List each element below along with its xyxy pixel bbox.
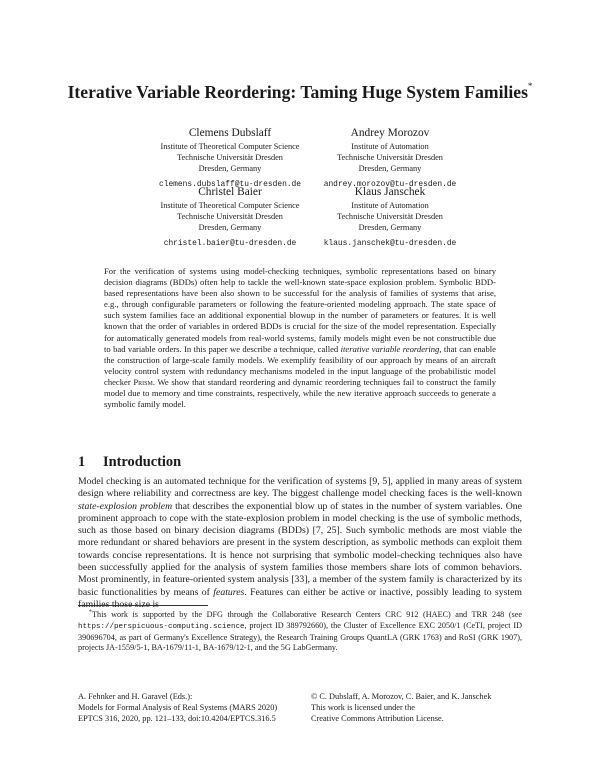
affiliation-line: Institute of Theoretical Computer Science [160,201,300,210]
affiliation-line: Institute of Theoretical Computer Science [160,142,300,151]
copyright-info [311,692,491,725]
intro-emphasis: state-explosion problem [78,500,173,512]
title-text: Iterative Variable Reordering: Taming Huge System Families [67,82,528,102]
abstract-text: . We show that standard reordering and dynamic reordering techniques fail to construct the family model due to memory and time constraints, respectively, while the new iterative approach succeeds to generate a symbolic family model. [104,376,496,410]
footnote [78,610,522,654]
section-heading [78,454,181,471]
footnote-text: , project ID 389792660), the Cluster of Excellence EXC 2050/1 (CeTI, project ID 390696704, as part of Germany's Excellence Strategy), the Research Training Groups QuantLA (GRK 1763) and RoSI (GRK 1907), projects JA-1559/5-1, BA-1679/11-1, BA-1679/12-1, and the 5G LabGermany. [78,620,522,653]
abstract-text: For the verification of systems using model-checking techniques, symbolic representations based on binary decision diagrams (BDDs) often help to tackle the well-known state-space explosion problem. Symbolic BDD-based representations have been also shown to be successful for the analysis of families of systems that arise, e.g., through configurable parameters or following the feature-oriented modeling approach. The state space of such system families face an additional exponential blowup in the number of parameters or features. It is well known that the order of variables in ordered BDDs is crucial for the size of the model representation. Especially for automatically generated models from real-world systems, family models might even be not constructible due to bad variable orders. In this paper we describe a technique, called [104,266,496,354]
affiliation-line: Technische Universität Dresden [337,211,443,221]
affiliation-line: Institute of Automation [351,142,429,151]
footnote-rule [78,605,208,606]
author-name: Andrey Morozov [350,127,430,139]
affiliation-line: Technische Universität Dresden [177,211,283,221]
intro-text: that describes the exponential blow up of states in the number of system variables. One prominent approach to cope with the state-explosion problem in model checking is the use of symbolic methods, such as those based on binary decision diagrams (BDDs) [7, 25]. Such symbolic methods are most viable the more redundant or shared behaviors are present in the system description, as symbolic methods can exploit them towards concise representations. It is hence not surprising that symbolic model-checking techniques also have been successfully applied for the analysis of system families those members share lots of common behaviors. Most prominently, in feature-oriented system analysis [33], a member of the system family is characterized by its basic functionalities by means of [78,500,523,598]
author-name: Clemens Dubslaff [188,127,272,139]
author-name: Klaus Janschek [354,186,426,198]
footnote-text: This work is supported by the DFG through the Collaborative Research Centers CRC 912 (HAEC) and TRR 248 (see [92,610,522,619]
license-line: Creative Commons Attribution License. [311,713,444,723]
affiliation-line: Technische Universität Dresden [337,152,443,162]
affiliation-line: Technische Universität Dresden [177,152,283,162]
author-block [260,126,520,190]
author-affiliation [260,142,520,174]
author-email: christel.baier@tu-dresden.de [163,239,297,249]
license-line: This work is licensed under the [311,702,415,712]
affiliation-line: Dresden, Germany [198,222,262,232]
prism-name: Prism [133,376,153,387]
section-title: Introduction [103,454,182,470]
author-email: clemens.dubslaff@tu-dresden.de [158,180,302,190]
citation-line: EPTCS 316, 2020, pp. 121–133, doi:10.4204/EPTCS.316.5 [78,713,276,723]
paper-title [0,82,600,103]
affiliation-line: Dresden, Germany [358,222,422,232]
intro-paragraph [78,476,522,611]
author-email: andrey.morozov@tu-dresden.de [323,180,457,190]
author-affiliation [260,201,520,233]
abstract [104,266,496,410]
affiliation-line: Dresden, Germany [198,163,262,173]
abstract-emphasis: iterative variable reordering [340,343,440,354]
copyright-line: © C. Dubslaff, A. Morozov, C. Baier, and K. Janschek [311,692,492,701]
title-footnote-mark: * [527,81,533,92]
intro-emphasis: features [213,586,245,598]
intro-text: Model checking is an automated technique for the verification of systems [9, 5], applied in many areas of system design where reliability and correctness are key. The biggest challenge model checking faces is the well-known [78,476,522,500]
abstract-text: , that can enable the construction of large-scale family models. We exemplify feasibility of our approach by means of an aircraft velocity control system with redundancy mechanisms modeled in the input language of the probabilistic model checker [104,343,496,387]
intro-text: . Features can either be active or inactive, possibly leading to system families those size is [78,586,522,610]
author-block [260,185,520,249]
affiliation-line: Dresden, Germany [358,163,422,173]
author-name: Christel Baier [198,186,262,198]
affiliation-line: Institute of Automation [351,201,429,210]
editors-line: A. Fehnker and H. Garavel (Eds.): [78,692,193,701]
footnote-mark: * [89,609,92,616]
publication-info [78,692,277,725]
section-number: 1 [78,454,86,470]
footnote-url[interactable]: https://perspicuous-computing.science [78,622,245,631]
author-email: klaus.janschek@tu-dresden.de [323,239,457,249]
venue-line: Models for Formal Analysis of Real Systems (MARS 2020) [78,702,278,712]
